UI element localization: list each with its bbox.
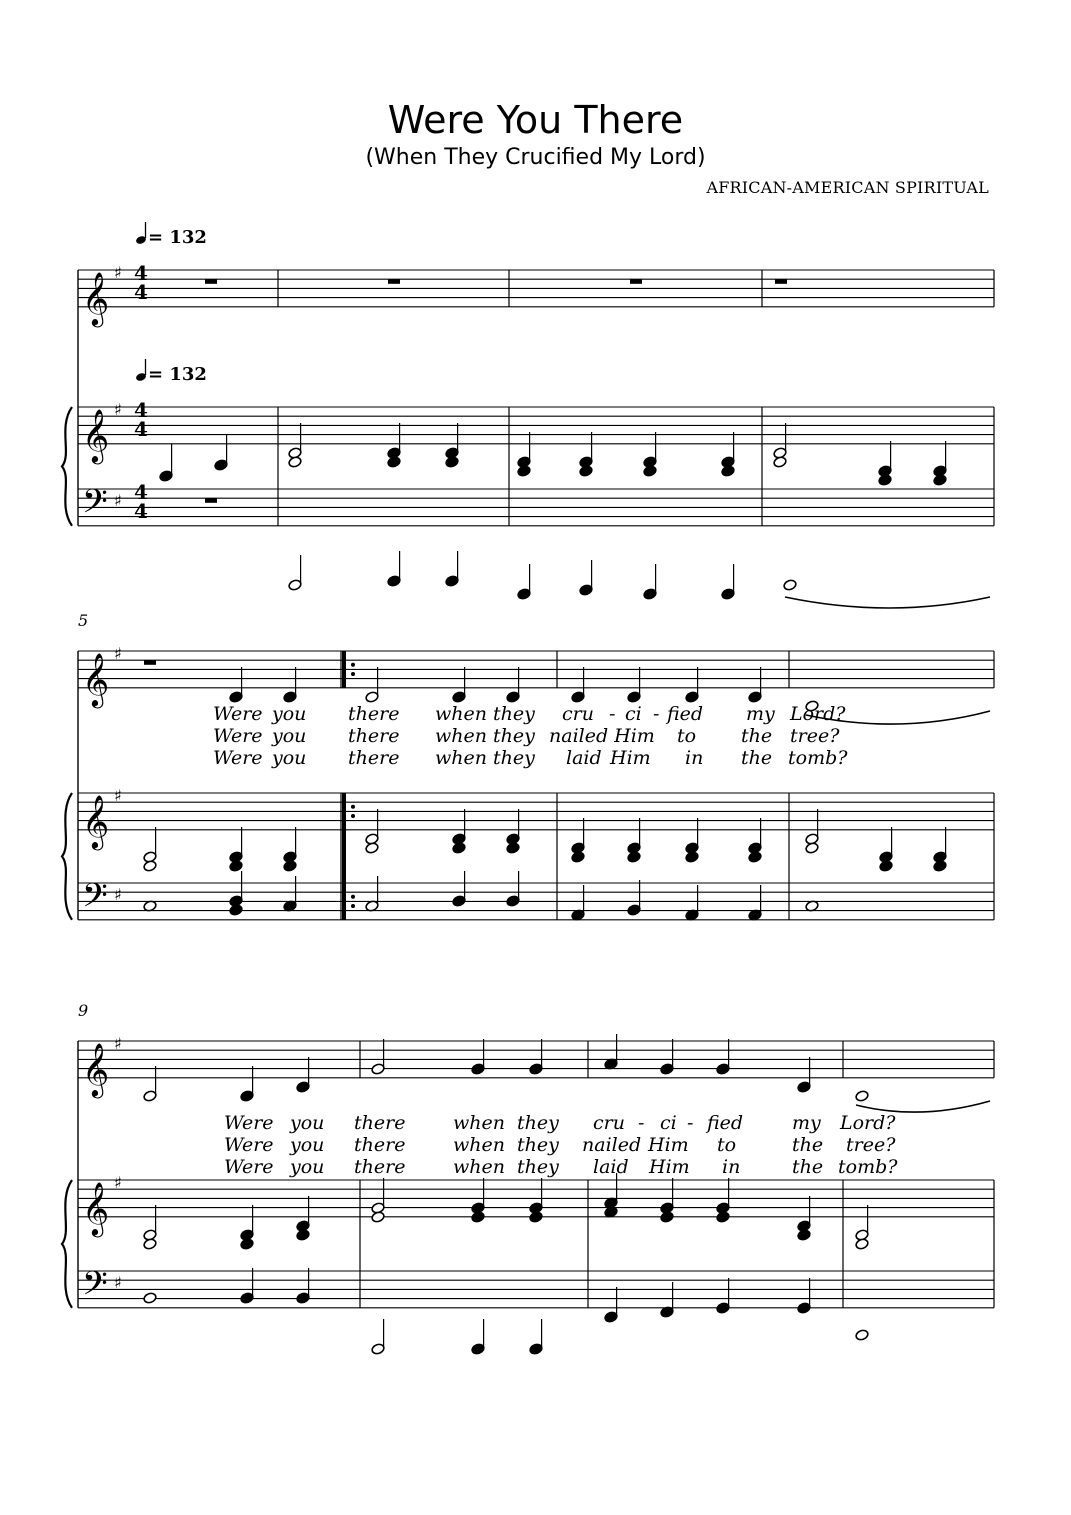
quarter-note-head — [452, 842, 466, 854]
brace-icon — [62, 793, 72, 920]
lyric-line-verse-3 — [224, 1156, 898, 1178]
svg-text:fied: fied — [667, 703, 704, 725]
quarter-note-head — [471, 1211, 485, 1223]
svg-text:you: you — [290, 1134, 325, 1156]
svg-text:in: in — [685, 747, 704, 769]
quarter-note-head — [627, 851, 641, 863]
tempo-text: = 132 — [148, 364, 207, 385]
tie — [856, 1101, 990, 1112]
quarter-note-head — [685, 851, 699, 863]
lyric-line-verse-2 — [213, 725, 840, 747]
half-note-head — [288, 456, 302, 468]
svg-text:when: when — [453, 1112, 505, 1134]
measure-number: 9 — [78, 1001, 89, 1020]
tempo-text: = 132 — [148, 227, 207, 248]
time-signature-voice — [134, 261, 148, 304]
quarter-note-head — [283, 860, 297, 872]
quarter-note-head — [387, 456, 401, 468]
key-signature-sharp-icon: ♯ — [114, 786, 122, 805]
svg-text:nailed: nailed — [582, 1134, 642, 1156]
svg-text:the: the — [792, 1156, 824, 1178]
treble-clef-icon: 𝄞 — [82, 1181, 110, 1235]
svg-text:there: there — [354, 1156, 406, 1178]
composer-credit: AFRICAN-AMERICAN SPIRITUAL — [706, 178, 989, 197]
key-signature-sharp-icon: ♯ — [114, 885, 122, 904]
quarter-note-head — [660, 1211, 674, 1223]
time-signature-treble — [134, 398, 148, 441]
quarter-note-head — [721, 465, 735, 477]
repeat-dot — [351, 895, 355, 899]
svg-text:4: 4 — [134, 480, 148, 504]
svg-text:nailed Him: nailed Him — [549, 725, 655, 747]
svg-text:there: there — [354, 1112, 406, 1134]
svg-text:they: they — [517, 1134, 559, 1156]
lyric-line-verse-2 — [224, 1134, 896, 1156]
quarter-note-head — [878, 474, 892, 486]
key-signature-sharp-icon: ♯ — [114, 644, 122, 663]
clefs — [62, 263, 122, 1311]
svg-text:Him: Him — [649, 1156, 690, 1178]
quarter-note-head — [933, 860, 947, 872]
svg-text:laid: laid — [566, 747, 602, 769]
half-note-head — [143, 860, 157, 872]
tempo-marking-voice — [135, 222, 207, 248]
svg-text:when they: when they — [435, 725, 535, 747]
repeat-dot — [351, 814, 355, 818]
svg-text:you: you — [290, 1156, 325, 1178]
repeat-dot — [351, 663, 355, 667]
svg-text:fied: fied — [707, 1112, 744, 1134]
bass-clef-icon: 𝄢 — [82, 1265, 108, 1311]
quarter-note-head — [571, 851, 585, 863]
brace-icon — [62, 1180, 72, 1308]
svg-text:there: there — [348, 725, 400, 747]
brace-icon — [62, 407, 72, 526]
quarter-note-head — [797, 1229, 811, 1241]
half-note-head — [855, 1090, 869, 1102]
half-note-head — [143, 1238, 157, 1250]
svg-text:Were: Were — [213, 703, 263, 725]
lyric-line-verse-1 — [213, 703, 846, 725]
tempo-marking-piano — [135, 359, 207, 385]
half-note-head — [143, 1292, 157, 1304]
lyrics-system-3 — [224, 1112, 898, 1178]
bass-clef-icon: 𝄢 — [82, 877, 108, 923]
key-signature-sharp-icon: ♯ — [114, 400, 122, 419]
svg-text:ci: ci — [660, 1112, 677, 1134]
svg-text:4: 4 — [134, 499, 148, 523]
svg-text:they: they — [517, 1156, 559, 1178]
repeat-dot — [351, 904, 355, 908]
song-title: Were You There — [387, 98, 684, 142]
key-signature-sharp-icon: ♯ — [114, 1273, 122, 1292]
svg-text:4: 4 — [134, 398, 148, 422]
half-note-head — [783, 579, 797, 591]
treble-clef-icon: 𝄞 — [82, 794, 110, 848]
half-note-head — [805, 842, 819, 854]
svg-text:when: when — [453, 1134, 505, 1156]
svg-text:tree?: tree? — [846, 1134, 896, 1156]
svg-text:Lord?: Lord? — [840, 1112, 896, 1134]
notes — [143, 279, 990, 1355]
svg-text:to: to — [717, 1134, 737, 1156]
svg-text:to: to — [677, 725, 697, 747]
svg-text:-: - — [687, 1112, 694, 1134]
quarter-note-head — [716, 1211, 730, 1223]
quarter-note-head — [643, 465, 657, 477]
whole-rest-icon — [144, 660, 156, 665]
svg-text:Were: Were — [213, 747, 263, 769]
quarter-note-head — [506, 842, 520, 854]
svg-text:you: you — [290, 1112, 325, 1134]
svg-text:Him: Him — [648, 1134, 689, 1156]
svg-text:there: there — [348, 747, 400, 769]
quarter-note-head — [529, 1211, 543, 1223]
svg-text:cru: cru — [562, 703, 594, 725]
key-signature-sharp-icon: ♯ — [114, 1034, 122, 1053]
svg-text:laid: laid — [593, 1156, 629, 1178]
song-subtitle: (When They Crucified My Lord) — [365, 145, 706, 170]
quarter-note-head — [229, 860, 243, 872]
svg-text:-: - — [638, 1112, 645, 1134]
svg-text:there: there — [354, 1134, 406, 1156]
svg-text:you: you — [272, 703, 307, 725]
svg-text:when they: when they — [435, 747, 535, 769]
bass-clef-icon: 𝄢 — [82, 483, 108, 529]
quarter-note-head — [445, 456, 459, 468]
svg-text:4: 4 — [134, 417, 148, 441]
svg-text:my: my — [792, 1112, 821, 1134]
repeat-dot — [351, 672, 355, 676]
treble-clef-icon: 𝄞 — [82, 652, 110, 706]
treble-clef-icon: 𝄞 — [82, 271, 110, 325]
key-signature-sharp-icon: ♯ — [114, 1173, 122, 1192]
svg-text:Were: Were — [213, 725, 263, 747]
svg-text:tomb?: tomb? — [838, 1156, 898, 1178]
time-signature-bass — [134, 480, 148, 523]
tie — [785, 597, 990, 608]
whole-rest-icon — [205, 279, 217, 284]
quarter-note-head — [879, 860, 893, 872]
half-note-head — [855, 1238, 869, 1250]
half-note-head — [773, 456, 787, 468]
key-signature-sharp-icon: ♯ — [114, 491, 122, 510]
quarter-note-head — [240, 1238, 254, 1250]
svg-text:the: the — [792, 1134, 824, 1156]
quarter-note-head — [296, 1229, 310, 1241]
svg-text:when they: when they — [435, 703, 535, 725]
svg-text:you: you — [272, 725, 307, 747]
half-note-head — [855, 1329, 869, 1341]
whole-rest-icon — [630, 279, 642, 284]
quarter-note-head — [748, 851, 762, 863]
svg-text:Were: Were — [224, 1112, 274, 1134]
svg-text:when: when — [453, 1156, 505, 1178]
svg-text:you: you — [272, 747, 307, 769]
svg-text:tree?: tree? — [790, 725, 840, 747]
key-signature-sharp-icon: ♯ — [114, 263, 122, 282]
quarter-note-head — [933, 474, 947, 486]
svg-text:cru: cru — [593, 1112, 625, 1134]
whole-rest-icon — [388, 279, 400, 284]
svg-text:4: 4 — [134, 261, 148, 285]
svg-text:Were: Were — [224, 1156, 274, 1178]
svg-text:my: my — [746, 703, 775, 725]
lyrics-system-2 — [213, 703, 848, 769]
svg-text:ci: ci — [625, 703, 642, 725]
svg-text:there: there — [348, 703, 400, 725]
svg-text:they: they — [517, 1112, 559, 1134]
treble-clef-icon: 𝄞 — [82, 408, 110, 462]
svg-text:the: the — [741, 747, 773, 769]
svg-text:Lord?: Lord? — [790, 703, 846, 725]
treble-clef-icon: 𝄞 — [82, 1042, 110, 1096]
svg-text:4: 4 — [134, 280, 148, 304]
repeat-dot — [351, 805, 355, 809]
measure-number: 5 — [78, 611, 89, 630]
whole-rest-icon — [205, 498, 217, 503]
quarter-note-head — [579, 465, 593, 477]
quarter-note-head — [229, 904, 243, 916]
svg-text:-: - — [609, 703, 616, 725]
quarter-note-head — [517, 465, 531, 477]
half-note-head — [365, 842, 379, 854]
half-note-head — [371, 1211, 385, 1223]
svg-text:Him: Him — [610, 747, 651, 769]
svg-text:the: the — [741, 725, 773, 747]
svg-text:Were: Were — [224, 1134, 274, 1156]
lyric-line-verse-3 — [213, 747, 848, 769]
svg-text:tomb?: tomb? — [788, 747, 848, 769]
svg-text:in: in — [722, 1156, 741, 1178]
svg-text:-: - — [653, 703, 660, 725]
whole-rest-icon — [775, 279, 787, 284]
lyric-line-verse-1 — [224, 1112, 896, 1134]
